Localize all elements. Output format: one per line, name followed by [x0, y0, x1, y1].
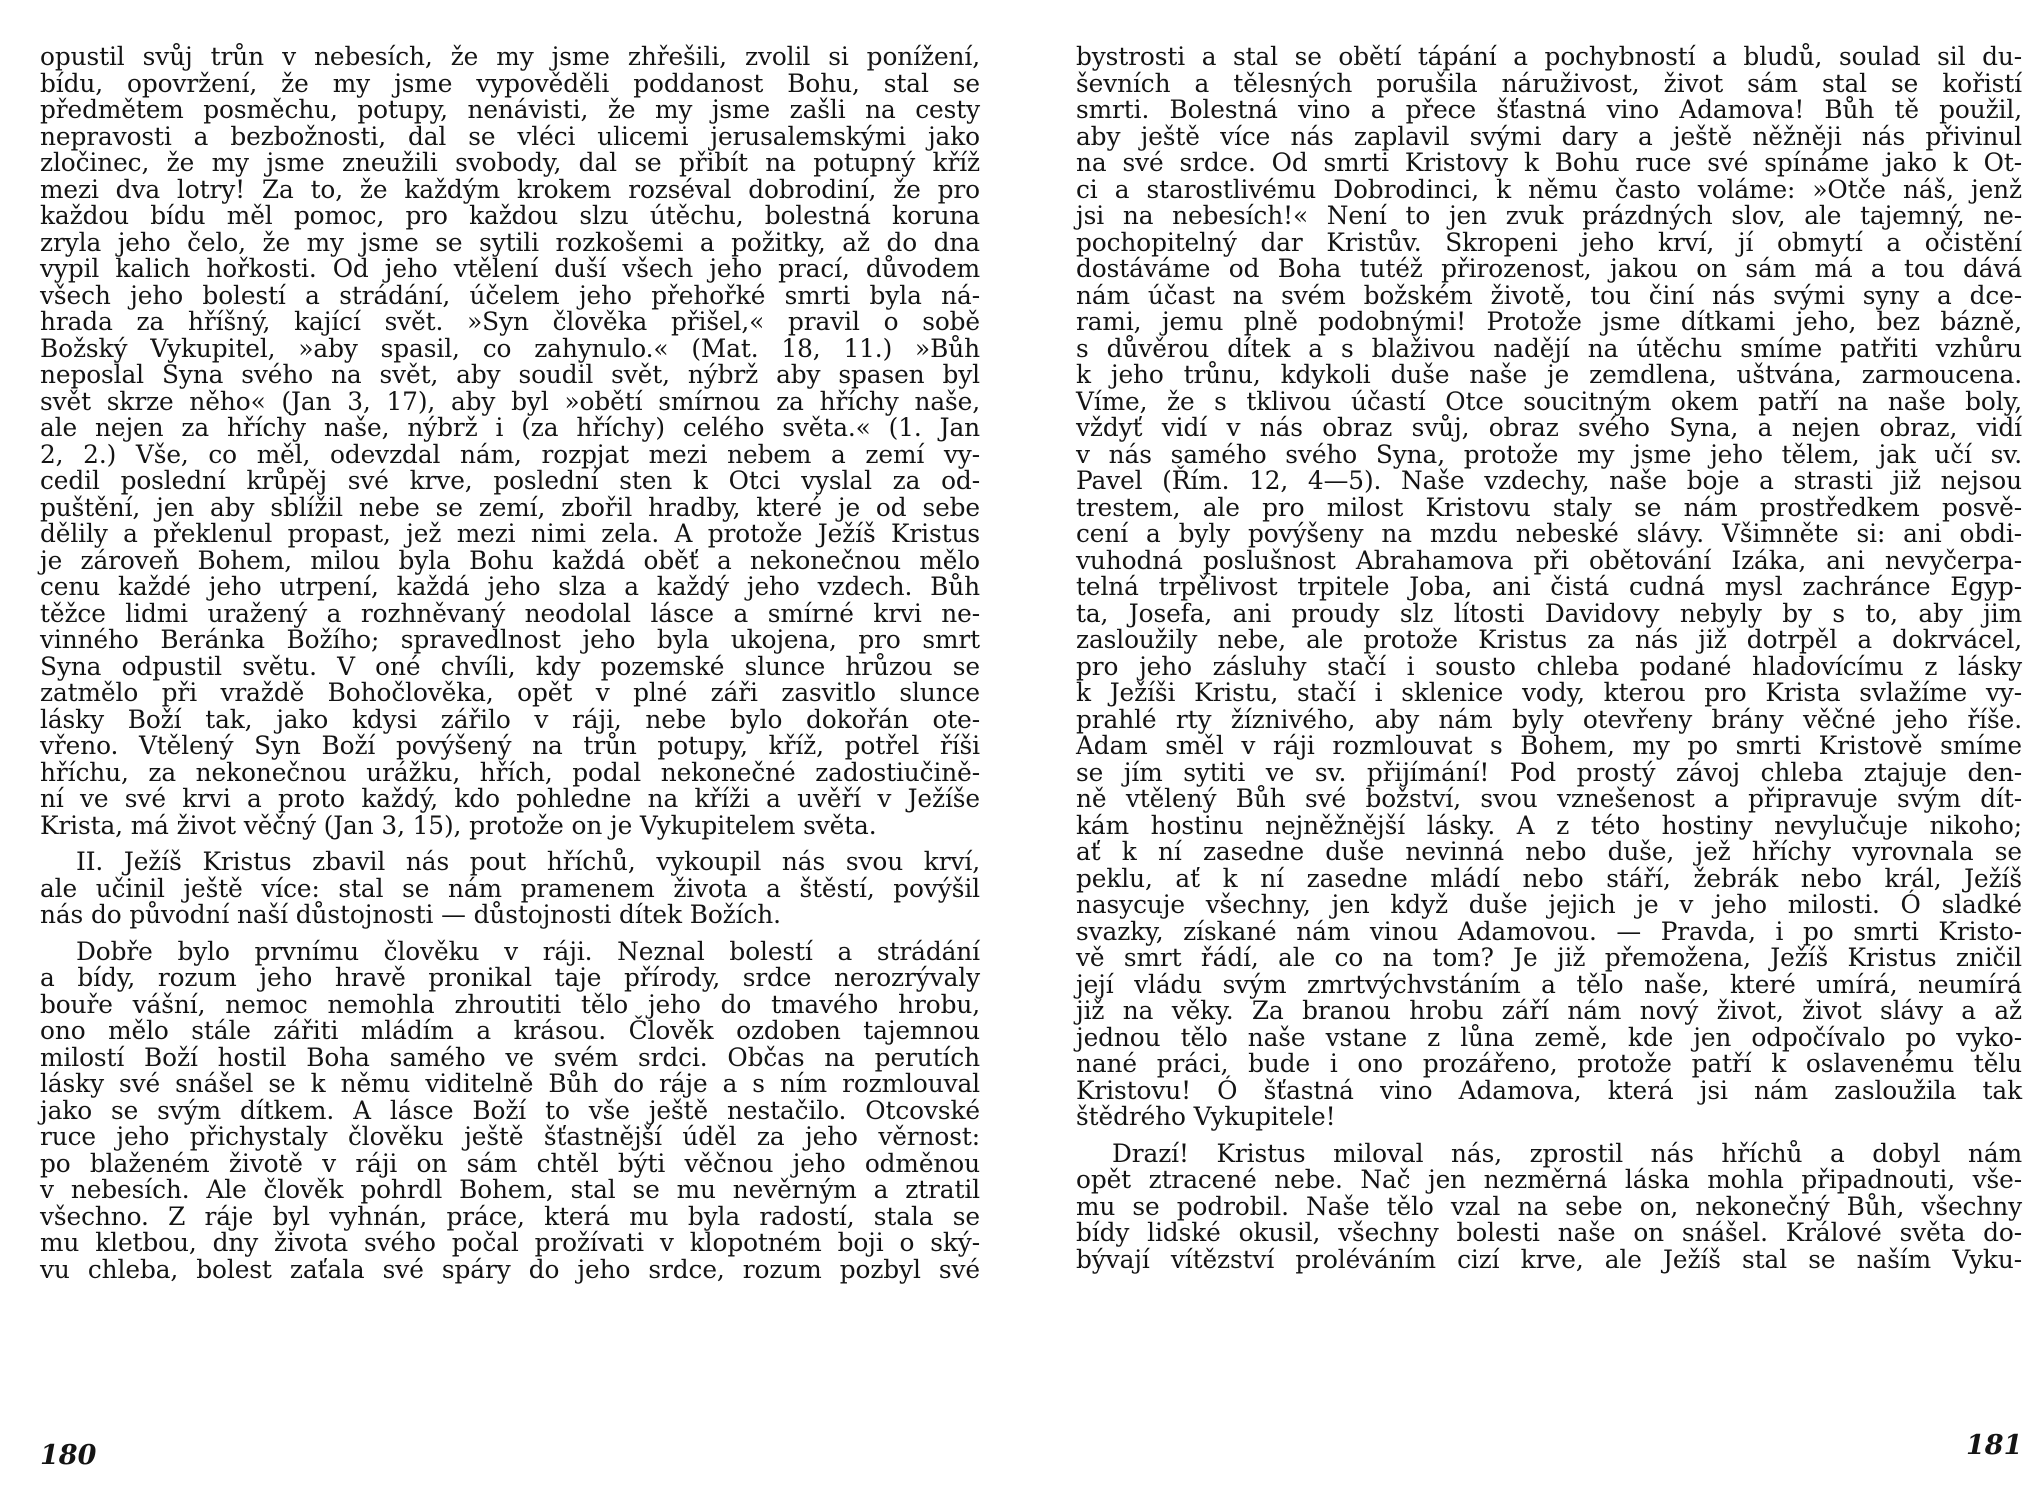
text-line: bídy lidské okusil, všechny bolesti naše on snášel. Králové světa do- — [1076, 1218, 2022, 1247]
text-line: bystrosti a stal se obětí tápání a pochybností a bludů, soulad sil du- — [1076, 42, 2022, 71]
text-line: nasycuje všechny, jen když duše jejich je v jeho milosti. Ó sladké — [1076, 890, 2022, 919]
text-line: Adam směl v ráji rozmlouvat s Bohem, my po smrti Kristově smíme — [1076, 731, 2022, 760]
text-line: pro jeho zásluhy stačí i sousto chleba podané hladovícímu z lásky — [1076, 651, 2022, 681]
text-line: těžce lidmi uražený a rozhněvaný neodolal lásce a smírné krvi ne- — [40, 598, 980, 628]
text-line: k jeho trůnu, kdykoli duše naše je zemdlena, uštvána, zarmoucena. — [1076, 360, 2022, 389]
text-line: jsi na nebesích!« Není to jen zvuk prázdných slov, ale tajemný, ne- — [1076, 201, 2022, 230]
text-line: dělily a překlenul propast, jež mezi nimi zela. A protože Ježíš Kristus — [40, 519, 980, 548]
text-line: vypil kalich hořkosti. Od jeho vtělení duší všech jeho prací, důvodem — [40, 254, 980, 283]
text-line: ale učinil ještě více: stal se nám pramenem života a štěstí, povýšil — [40, 873, 980, 903]
text-line: již na věky. Za branou hrobu září nám nový život, život slávy a až — [1076, 996, 2022, 1025]
text-line: nám účast na svém božském životě, tou činí nás svými syny a dce- — [1076, 280, 2022, 310]
text-line: se jím sytiti ve sv. přijímání! Pod prostý závoj chleba ztajuje den- — [1076, 757, 2022, 787]
text-line: mu se podrobil. Naše tělo vzal na sebe on, nekonečný Bůh, všechny — [1076, 1191, 2022, 1221]
text-line: rami, jemu plně podobnými! Protože jsme dítkami jeho, bez bázně, — [1076, 307, 2022, 336]
text-line: Syna odpustil světu. V oné chvíli, kdy pozemské slunce hrůzou se — [40, 651, 980, 681]
text-line: vě smrt řádí, ale co na tom? Je již přemožena, Ježíš Kristus zničil — [1076, 943, 2022, 972]
text-line: neposlal Syna svého na svět, aby soudil svět, nýbrž aby spasen byl — [40, 360, 980, 389]
text-line: všechno. Z ráje byl vyhnán, práce, která mu byla radostí, stala se — [40, 1201, 980, 1231]
text-line: opustil svůj trůn v nebesích, že my jsme zhřešili, zvolil si ponížení, — [40, 42, 980, 71]
text-line: nané práci, bude i ono prozářeno, protože patří k oslavenému tělu — [1076, 1049, 2022, 1078]
text-line: prahlé rty žíznivého, aby nám byly otevřeny brány věčné jeho říše. — [1076, 704, 2022, 734]
right-paragraph-1 — [1076, 44, 2022, 1131]
text-line: Víme, že s tklivou účastí Otce soucitným okem patří na naše boly, — [1076, 386, 2022, 416]
text-line: peklu, ať k ní zasedne mládí nebo stáří, žebrák nebo král, Ježíš — [1076, 863, 2022, 893]
text-line: cedil poslední krůpěj své krve, poslední sten k Otci vyslal za od- — [40, 466, 980, 495]
text-line: nepravosti a bezbožnosti, dal se vléci ulicemi jerusalemskými jako — [40, 121, 980, 151]
text-line: jako se svým dítkem. A lásce Boží to vše ještě nestačilo. Otcovské — [40, 1095, 980, 1125]
text-line: svazky, získané nám vinou Adamovou. — Pravda, i po smrti Kristo- — [1076, 916, 2022, 946]
text-line: vinného Beránka Božího; spravedlnost jeho byla ukojena, pro smrt — [40, 625, 980, 654]
text-line: štědrého Vykupitele! — [1076, 1102, 1336, 1131]
text-line: vždyť vidí v nás obraz svůj, obraz svého Syna, a nejen obraz, vidí — [1076, 413, 2022, 442]
text-line: její vládu svým zmrtvýchvstáním a tělo naše, které umírá, neumírá — [1076, 969, 2022, 999]
text-line: trestem, ale pro milost Kristovu staly se nám prostředkem posvě- — [1076, 492, 2022, 522]
text-line: v nebesích. Ale člověk pohrdl Bohem, stal se mu nevěrným a ztratil — [40, 1175, 980, 1204]
text-line: ono mělo stále zářiti mládím a krásou. Člověk ozdoben tajemnou — [40, 1016, 980, 1045]
text-line: ní ve své krvi a proto každý, kdo pohledne na kříži a uvěří v Ježíše — [40, 784, 980, 813]
text-line: cení a byly povýšeny na mzdu nebeské slávy. Všimněte si: ani obdi- — [1076, 519, 2022, 548]
text-line: 2, 2.) Vše, co měl, odevzdal nám, rozpjat mezi nebem a zemí vy- — [40, 439, 980, 469]
text-line: nás do původní naší důstojnosti — důstojnosti dítek Božích. — [40, 900, 781, 929]
text-line: všech jeho bolestí a strádání, účelem jeho přehořké smrti byla ná- — [40, 280, 980, 310]
text-line: jednou tělo naše vstane z lůna země, kde jen odpočívalo po vyko- — [1076, 1022, 2022, 1052]
text-line: ně vtělený Bůh své božství, svou vznešenost a připravuje svým dít- — [1076, 784, 2022, 813]
text-line: cenu každé jeho utrpení, každá jeho slza a každý jeho vzdech. Bůh — [40, 572, 980, 601]
text-line: ci a starostlivému Dobrodinci, k němu často voláme: »Otče náš, jenž — [1076, 174, 2022, 204]
text-line: bídu, opovržení, že my jsme vypověděli poddanost Bohu, stal se — [40, 68, 980, 98]
text-line: vuhodná poslušnost Abrahamova při obětování Izáka, ani nevyčerpa- — [1076, 545, 2022, 575]
right-paragraph-2 — [1076, 1138, 2022, 1274]
text-line: lásky Boží tak, jako kdysi zářilo v ráji, nebe bylo dokořán ote- — [40, 704, 980, 734]
text-line: Kristovu! Ó šťastná vino Adamova, která jsi nám zasloužila tak — [1076, 1075, 2022, 1105]
text-line: hrada za hříšný, kající svět. »Syn člověka přišel,« pravil o sobě — [40, 307, 980, 336]
text-line: zryla jeho čelo, že my jsme se sytili rozkošemi a požitky, až do dna — [40, 227, 980, 257]
text-line: ta, Josefa, ani proudy slz lítosti Davidovy nebyly by s to, aby jim — [1076, 598, 2022, 628]
text-line: Krista, má život věčný (Jan 3, 15), protože on je Vykupitelem světa. — [40, 810, 877, 840]
right-page — [1076, 44, 2022, 1484]
text-line: s důvěrou dítek a s blaživou nadějí na útěchu smíme patřiti vzhůru — [1076, 333, 2022, 363]
text-line: aby ještě více nás zaplavil svými dary a ještě něžněji nás přivinul — [1076, 121, 2022, 151]
text-line: vřeno. Vtělený Syn Boží povýšený na trůn potupy, kříž, potřel říši — [40, 731, 980, 760]
text-line: dostáváme od Boha tutéž přirozenost, jakou on sám má a tou dává — [1076, 254, 2022, 283]
text-line: lásky své snášel se k němu viditelně Bůh do ráje a s ním rozmlouval — [40, 1069, 980, 1098]
text-line: zatmělo při vraždě Bohočlověka, opět v plné záři zasvitlo slunce — [40, 678, 980, 707]
left-paragraph-3 — [40, 936, 980, 1284]
text-line: bouře vášní, nemoc nemohla zhroutiti tělo jeho do tmavého hrobu, — [40, 989, 980, 1019]
text-line: Drazí! Kristus miloval nás, zprostil nás hříchů a dobyl nám — [1112, 1138, 2022, 1168]
text-line: a bídy, rozum jeho hravě pronikal taje přírody, srdce nerozrývaly — [40, 963, 980, 992]
text-line: po blaženém životě v ráji on sám chtěl býti věčnou jeho odměnou — [40, 1148, 980, 1178]
left-paragraph-2 — [40, 849, 980, 929]
page-number-right: 181 — [1966, 1430, 2023, 1461]
text-line: bývají vítězství proléváním cizí krve, ale Ježíš stal se naším Vyku- — [1076, 1244, 2022, 1274]
text-line: opět ztracené nebe. Nač jen nezměrná láska mohla připadnouti, vše- — [1076, 1165, 2022, 1194]
text-line: ať k ní zasedne duše nevinná nebo duše, jež hříchy vyrovnala se — [1076, 837, 2022, 866]
text-line: v nás samého svého Syna, protože my jsme jeho tělem, jak učí sv. — [1076, 439, 2022, 469]
text-line: je zároveň Bohem, milou byla Bohu každá oběť a nekonečnou mělo — [40, 545, 980, 575]
text-line: Dobře bylo prvnímu člověku v ráji. Neznal bolestí a strádání — [76, 936, 980, 966]
text-line: vu chleba, bolest zaťala své spáry do jeho srdce, rozum pozbyl své — [40, 1254, 980, 1284]
page-number-left: 180 — [40, 1440, 97, 1471]
text-line: smrti. Bolestná vino a přece šťastná vino Adamova! Bůh tě použil, — [1076, 95, 2022, 124]
text-line: na své srdce. Od smrti Kristovy k Bohu ruce své spínáme jako k Ot- — [1076, 148, 2022, 177]
text-line: mu kletbou, dny života svého počal prožívati v klopotném boji o ský- — [40, 1228, 980, 1257]
text-line: každou bídu měl pomoc, pro každou slzu útěchu, bolestná koruna — [40, 201, 980, 230]
text-line: pochopitelný dar Kristův. Skropeni jeho krví, jí obmytí a očistění — [1076, 227, 2022, 257]
text-line: telná trpělivost trpitele Joba, ani čistá cudná mysl zachránce Egyp- — [1076, 572, 2022, 601]
text-line: hříchu, za nekonečnou urážku, hřích, podal nekonečné zadostiučině- — [40, 757, 980, 787]
text-line: ruce jeho přichystaly člověku ještě šťastnější úděl za jeho věrnost: — [40, 1122, 980, 1151]
text-line: Božský Vykupitel, »aby spasil, co zahynulo.« (Mat. 18, 11.) »Bůh — [40, 333, 980, 363]
text-line: zasloužily nebe, ale protože Kristus za nás již dotrpěl a dokrvácel, — [1076, 625, 2022, 654]
text-line: milostí Boží hostil Boha samého ve svém srdci. Občas na perutích — [40, 1042, 980, 1072]
text-line: kám hostinu nejněžnější lásky. A z této hostiny nevylučuje nikoho; — [1076, 810, 2022, 840]
text-line: puštění, jen aby sblížil nebe se zemí, zbořil hradby, které je od sebe — [40, 492, 980, 522]
text-line: mezi dva lotry! Za to, že každým krokem rozséval dobrodiní, že pro — [40, 174, 980, 204]
text-line: Pavel (Řím. 12, 4—5). Naše vzdechy, naše boje a strasti již nejsou — [1076, 466, 2022, 495]
text-line: svět skrze něho« (Jan 3, 17), aby byl »obětí smírnou za hříchy naše, — [40, 386, 980, 416]
text-line: ševních a tělesných porušila náruživost, život sám stal se kořistí — [1076, 68, 2022, 98]
text-line: II. Ježíš Kristus zbavil nás pout hříchů, vykoupil nás svou krví, — [76, 847, 980, 876]
left-paragraph-1 — [40, 44, 980, 839]
text-line: zločinec, že my jsme zneužili svobody, dal se přibít na potupný kříž — [40, 148, 980, 177]
text-line: ale nejen za hříchy naše, nýbrž i (za hříchy) celého světa.« (1. Jan — [40, 413, 980, 442]
left-page — [40, 44, 980, 1484]
text-line: k Ježíši Kristu, stačí i sklenice vody, kterou pro Krista svlažíme vy- — [1076, 678, 2022, 707]
text-line: předmětem posměchu, potupy, nenávisti, že my jsme zašli na cesty — [40, 95, 980, 124]
